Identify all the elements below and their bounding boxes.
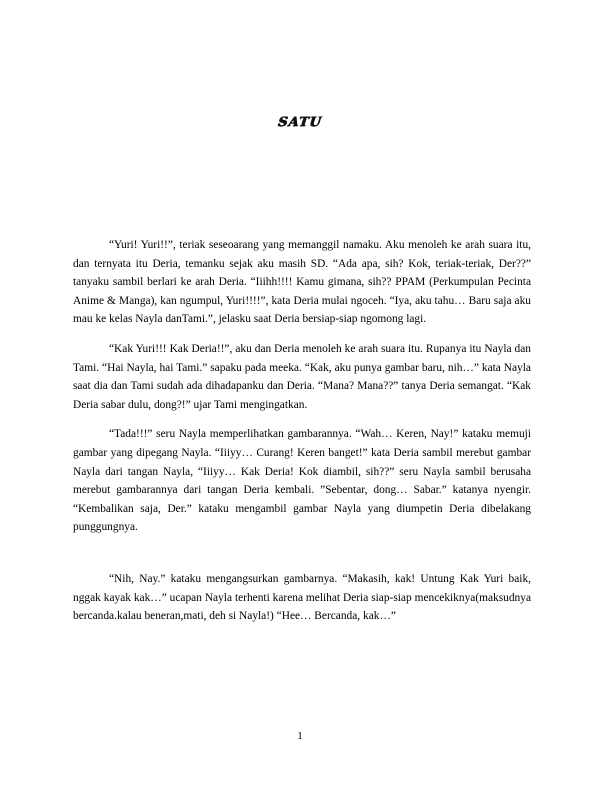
paragraph: “Nih, Nay.” kataku mengangsurkan gambarnya. “Makasih, kak! Untung Kak Yuri baik, nggak kayak kak…” ucapan Nayla terhenti karena melihat Deria siap-siap mencekiknya(maksudnya bercanda.kalau beneran,mati, deh si Nayla!) “Hee… Bercanda, kak…”: [73, 572, 531, 623]
page-number: 1: [297, 730, 303, 742]
chapter-title: SATU: [277, 115, 323, 130]
paragraph: “Yuri! Yuri!!”, teriak seseoarang yang memanggil namaku. Aku menoleh ke arah suara itu, dan ternyata itu Deria, temanku sejak aku masih SD. “Ada apa, sih? Kok, teriak-teriak, Der??” tanyaku sambil berlari ke arah Deria. “Iiihh!!!! Kamu gimana, sih?? PPAM (Perkumpulan Pecinta Anime & Manga), kan ngumpul, Yuri!!!!”, kata Deria mulai ngoceh. “Iya, aku tahu… Baru saja aku mau ke kelas Nayla danTami.”, jelasku saat Deria bersiap-siap ngomong lagi.: [73, 239, 531, 326]
paragraph: “Kak Yuri!!! Kak Deria!!”, aku dan Deria menoleh ke arah suara itu. Rupanya itu Nayla dan Tami. “Hai Nayla, hai Tami.” sapaku pada meeka. “Kak, aku punya gambar baru, nih…” kata Nayla saat dia dan Tami sudah ada dihadapanku dan Deria. “Mana? Mana??” tanya Deria semangat. “Kak Deria sabar dulu, dong?!” ujar Tami mengingatkan.: [73, 342, 531, 411]
paragraph: “Tada!!!” seru Nayla memperlihatkan gambarannya. “Wah… Keren, Nay!” kataku memuji gambar yang dipegang Nayla. “Iiiyy… Curang! Keren banget!” kata Deria sambil merebut gambar Nayla dari tangan Nayla, “Iiiyy… Kak Deria! Kok diambil, sih??” seru Nayla sambil berusaha merebut gambarannya dari tangan Deria kembali. ”Sebentar, dong… Sabar.” katanya nyengir. “Kembalikan saja, Der.” kataku mengambil gambar Nayla yang diumpetin Deria dibelakang punggungnya.: [73, 428, 531, 534]
story-body: [73, 236, 531, 637]
